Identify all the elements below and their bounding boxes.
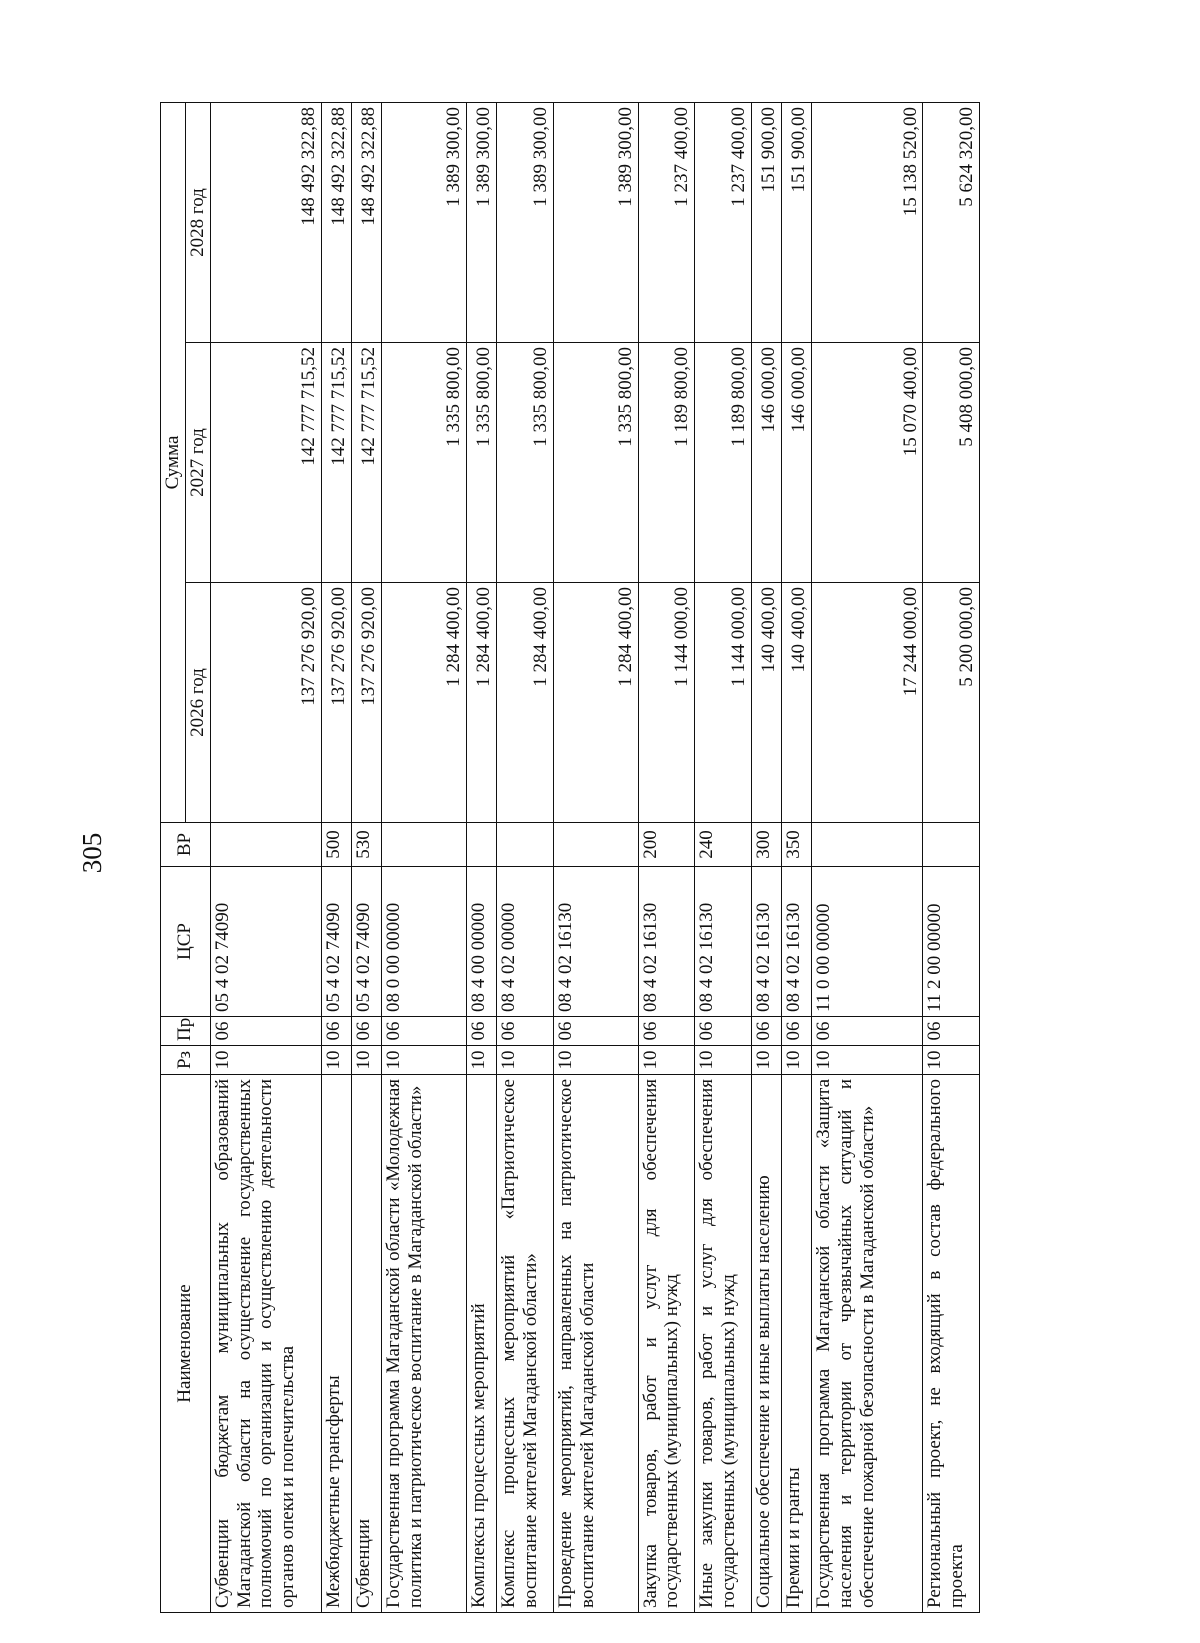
row-csr: 08 4 02 16130 [751,867,781,1017]
row-rz: 10 [781,1046,811,1075]
header-csr: ЦСР [161,867,211,1017]
row-csr: 05 4 02 74090 [322,867,352,1017]
row-name: Иные закупки товаров, работ и услуг для обеспечения государственных (муниципальных) нужд [695,1075,752,1613]
table-row [352,103,382,1613]
row-pr: 06 [382,1017,467,1046]
row-sum-2028: 1 389 300,00 [553,103,638,343]
row-csr: 11 0 00 00000 [811,867,922,1017]
row-sum-2026: 5 200 000,00 [923,583,980,823]
row-name: Закупка товаров, работ и услуг для обеспечения государственных (муниципальных) нужд [638,1075,695,1613]
row-sum-2027: 1 335 800,00 [553,343,638,583]
header-row-1 [161,103,186,1613]
table-row [751,103,781,1613]
header-sum: Сумма [161,103,186,823]
header-year-2027: 2027 год [185,343,210,583]
row-sum-2028: 1 389 300,00 [497,103,554,343]
row-sum-2028: 1 389 300,00 [467,103,497,343]
row-pr: 06 [352,1017,382,1046]
row-sum-2027: 1 335 800,00 [467,343,497,583]
row-name: Комплекс процессных мероприятий «Патриотическое воспитание жителей Магаданской области» [497,1075,554,1613]
table-row [695,103,752,1613]
row-vr [467,823,497,867]
table-row [923,103,980,1613]
row-sum-2026: 1 144 000,00 [695,583,752,823]
row-sum-2026: 1 284 400,00 [467,583,497,823]
table-row [638,103,695,1613]
row-pr: 06 [751,1017,781,1046]
row-vr [811,823,922,867]
row-rz: 10 [751,1046,781,1075]
row-pr: 06 [497,1017,554,1046]
page-number: 305 [77,832,107,874]
row-sum-2027: 146 000,00 [781,343,811,583]
row-csr: 08 4 00 00000 [467,867,497,1017]
table-row [811,103,922,1613]
row-sum-2028: 1 389 300,00 [382,103,467,343]
row-name: Межбюджетные трансферты [322,1075,352,1613]
row-sum-2026: 137 276 920,00 [322,583,352,823]
row-rz: 10 [638,1046,695,1075]
row-sum-2027: 1 189 800,00 [695,343,752,583]
row-sum-2028: 151 900,00 [781,103,811,343]
row-csr: 08 0 00 00000 [382,867,467,1017]
row-rz: 10 [695,1046,752,1075]
row-name: Премии и гранты [781,1075,811,1613]
row-name: Государственная программа Магаданской области «Защита населения и территории от чрезвычайных ситуаций и обеспечение пожарной безопасности в Магаданской области» [811,1075,922,1613]
row-sum-2026: 17 244 000,00 [811,583,922,823]
row-name: Субвенции [352,1075,382,1613]
table-row [553,103,638,1613]
row-sum-2027: 15 070 400,00 [811,343,922,583]
row-vr [497,823,554,867]
row-sum-2026: 1 284 400,00 [497,583,554,823]
row-sum-2026: 1 284 400,00 [553,583,638,823]
row-rz: 10 [210,1046,321,1075]
rotated-table-area [160,103,980,1613]
row-rz: 10 [322,1046,352,1075]
row-name: Комплексы процессных мероприятий [467,1075,497,1613]
header-name: Наименование [161,1075,211,1613]
header-vr: ВР [161,823,211,867]
row-pr: 06 [638,1017,695,1046]
header-rz: Рз [161,1046,211,1075]
row-sum-2026: 1 284 400,00 [382,583,467,823]
row-vr: 200 [638,823,695,867]
row-sum-2027: 1 335 800,00 [382,343,467,583]
row-sum-2027: 142 777 715,52 [352,343,382,583]
row-rz: 10 [467,1046,497,1075]
row-csr: 05 4 02 74090 [210,867,321,1017]
row-sum-2028: 1 237 400,00 [695,103,752,343]
row-name: Государственная программа Магаданской области «Молодежная политика и патриотическое воспитание в Магаданской области» [382,1075,467,1613]
row-pr: 06 [210,1017,321,1046]
row-vr [923,823,980,867]
row-csr: 08 4 02 16130 [638,867,695,1017]
row-vr: 350 [781,823,811,867]
row-vr: 530 [352,823,382,867]
row-csr: 08 4 02 00000 [497,867,554,1017]
row-sum-2027: 5 408 000,00 [923,343,980,583]
row-sum-2026: 140 400,00 [781,583,811,823]
row-sum-2027: 146 000,00 [751,343,781,583]
table-row [210,103,321,1613]
row-sum-2026: 140 400,00 [751,583,781,823]
row-pr: 06 [553,1017,638,1046]
row-sum-2028: 148 492 322,88 [210,103,321,343]
row-sum-2027: 1 189 800,00 [638,343,695,583]
row-name: Социальное обеспечение и иные выплаты населению [751,1075,781,1613]
row-sum-2027: 142 777 715,52 [322,343,352,583]
budget-table [160,102,980,1613]
row-vr: 500 [322,823,352,867]
row-sum-2028: 1 237 400,00 [638,103,695,343]
row-sum-2028: 148 492 322,88 [352,103,382,343]
row-csr: 08 4 02 16130 [695,867,752,1017]
table-row [467,103,497,1613]
row-sum-2027: 1 335 800,00 [497,343,554,583]
row-pr: 06 [322,1017,352,1046]
header-pr: Пр [161,1017,211,1046]
row-csr: 08 4 02 16130 [781,867,811,1017]
row-sum-2028: 151 900,00 [751,103,781,343]
row-sum-2028: 5 624 320,00 [923,103,980,343]
row-sum-2026: 137 276 920,00 [352,583,382,823]
row-pr: 06 [811,1017,922,1046]
row-vr [553,823,638,867]
row-csr: 05 4 02 74090 [352,867,382,1017]
table-rotator [160,103,980,1613]
row-rz: 10 [352,1046,382,1075]
row-csr: 11 2 00 00000 [923,867,980,1017]
row-sum-2026: 1 144 000,00 [638,583,695,823]
row-rz: 10 [497,1046,554,1075]
table-row [382,103,467,1613]
row-rz: 10 [811,1046,922,1075]
row-name: Проведение мероприятий, направленных на патриотическое воспитание жителей Магаданской области [553,1075,638,1613]
table-row [322,103,352,1613]
row-pr: 06 [781,1017,811,1046]
row-csr: 08 4 02 16130 [553,867,638,1017]
row-vr [382,823,467,867]
header-year-2028: 2028 год [185,103,210,343]
row-vr: 240 [695,823,752,867]
row-sum-2026: 137 276 920,00 [210,583,321,823]
row-pr: 06 [695,1017,752,1046]
row-name: Субвенции бюджетам муниципальных образований Магаданской области на осуществление государственных полномочий по организации и осуществлению деятельности органов опеки и попечительства [210,1075,321,1613]
row-pr: 06 [467,1017,497,1046]
row-pr: 06 [923,1017,980,1046]
row-rz: 10 [923,1046,980,1075]
row-vr [210,823,321,867]
row-sum-2027: 142 777 715,52 [210,343,321,583]
table-row [497,103,554,1613]
row-rz: 10 [553,1046,638,1075]
row-rz: 10 [382,1046,467,1075]
row-sum-2028: 15 138 520,00 [811,103,922,343]
header-year-2026: 2026 год [185,583,210,823]
table-row [781,103,811,1613]
row-vr: 300 [751,823,781,867]
row-name: Региональный проект, не входящий в состав федерального проекта [923,1075,980,1613]
row-sum-2028: 148 492 322,88 [322,103,352,343]
